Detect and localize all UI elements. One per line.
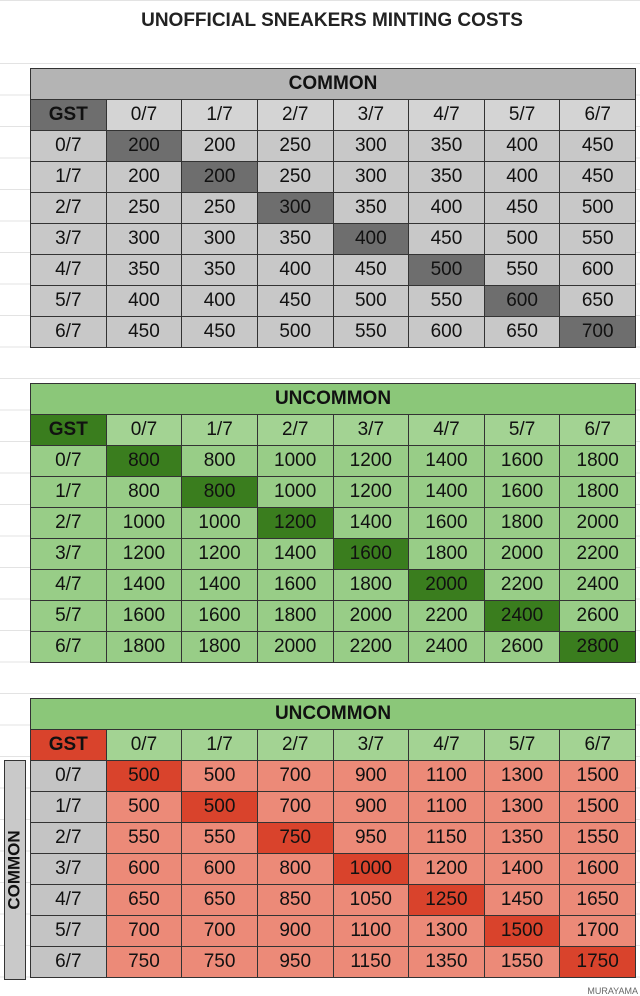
diagonal-cost-cell: 750 (257, 823, 333, 854)
diagonal-cost-cell: 2400 (484, 601, 560, 632)
cost-cell: 700 (182, 916, 258, 947)
cost-cell: 2000 (484, 539, 560, 570)
cost-cell: 1400 (257, 539, 333, 570)
column-header: 0/7 (106, 730, 182, 761)
cost-cell: 1600 (182, 601, 258, 632)
column-header: 3/7 (333, 100, 409, 131)
cost-cell: 1200 (333, 446, 409, 477)
cost-cell: 1400 (333, 508, 409, 539)
diagonal-cost-cell: 500 (182, 792, 258, 823)
cost-cell: 1800 (333, 570, 409, 601)
diagonal-cost-cell: 400 (333, 224, 409, 255)
cost-cell: 1200 (409, 854, 485, 885)
cost-cell: 950 (257, 947, 333, 978)
row-label: 4/7 (31, 570, 107, 601)
table-row (31, 947, 636, 978)
cost-cell: 400 (484, 131, 560, 162)
table-title: COMMON (31, 69, 636, 100)
cost-cell: 200 (106, 162, 182, 193)
cost-cell: 1800 (409, 539, 485, 570)
cost-cell: 600 (560, 255, 636, 286)
cost-cell: 1400 (484, 854, 560, 885)
cost-cell: 500 (106, 792, 182, 823)
cost-cell: 1150 (409, 823, 485, 854)
column-header: 3/7 (333, 415, 409, 446)
row-label: 0/7 (31, 446, 107, 477)
diagonal-cost-cell: 800 (182, 477, 258, 508)
cost-cell: 550 (409, 286, 485, 317)
table-row (31, 539, 636, 570)
cost-cell: 300 (333, 162, 409, 193)
cost-cell: 1300 (484, 792, 560, 823)
row-label: 1/7 (31, 792, 107, 823)
column-header: 1/7 (182, 730, 258, 761)
cost-cell: 350 (333, 193, 409, 224)
cost-cell: 450 (409, 224, 485, 255)
cost-cell: 900 (333, 761, 409, 792)
cost-cell: 450 (333, 255, 409, 286)
column-header: 5/7 (484, 415, 560, 446)
cost-cell: 600 (106, 854, 182, 885)
column-header: 3/7 (333, 730, 409, 761)
cost-cell: 700 (257, 761, 333, 792)
table-row (31, 632, 636, 663)
header-row (31, 100, 636, 131)
table-row (31, 131, 636, 162)
table-row (31, 193, 636, 224)
diagonal-cost-cell: 500 (409, 255, 485, 286)
column-header: 4/7 (409, 730, 485, 761)
cost-cell: 750 (182, 947, 258, 978)
cost-cell: 900 (257, 916, 333, 947)
row-label: 6/7 (31, 947, 107, 978)
cost-cell: 1300 (484, 761, 560, 792)
row-label: 5/7 (31, 916, 107, 947)
cost-cell: 2200 (333, 632, 409, 663)
cost-cell: 700 (106, 916, 182, 947)
cost-cell: 400 (257, 255, 333, 286)
row-label: 4/7 (31, 885, 107, 916)
cost-cell: 600 (182, 854, 258, 885)
diagonal-cost-cell: 1250 (409, 885, 485, 916)
cost-cell: 550 (560, 224, 636, 255)
diagonal-cost-cell: 800 (106, 446, 182, 477)
cost-cell: 1800 (484, 508, 560, 539)
row-label: 5/7 (31, 601, 107, 632)
cost-cell: 950 (333, 823, 409, 854)
row-label: 3/7 (31, 224, 107, 255)
cost-cell: 1600 (106, 601, 182, 632)
column-header: 5/7 (484, 100, 560, 131)
page-title: UNOFFICIAL SNEAKERS MINTING COSTS (0, 6, 640, 36)
cost-cell: 1500 (560, 761, 636, 792)
row-label: 2/7 (31, 193, 107, 224)
diagonal-cost-cell: 1600 (333, 539, 409, 570)
cost-cell: 750 (106, 947, 182, 978)
table-row (31, 792, 636, 823)
diagonal-cost-cell: 500 (106, 761, 182, 792)
cost-cell: 2400 (409, 632, 485, 663)
cost-cell: 700 (257, 792, 333, 823)
table-row (31, 761, 636, 792)
cost-cell: 1600 (409, 508, 485, 539)
cost-cell: 250 (257, 162, 333, 193)
cost-cell: 250 (257, 131, 333, 162)
cost-cell: 1200 (182, 539, 258, 570)
cost-cell: 800 (182, 446, 258, 477)
column-header: 6/7 (560, 100, 636, 131)
cost-cell: 2000 (333, 601, 409, 632)
table-row (31, 823, 636, 854)
diagonal-cost-cell: 2000 (409, 570, 485, 601)
cost-cell: 1400 (409, 477, 485, 508)
cost-cell: 1400 (106, 570, 182, 601)
diagonal-cost-cell: 200 (182, 162, 258, 193)
cost-cell: 300 (333, 131, 409, 162)
cost-cell: 2400 (560, 570, 636, 601)
cost-cell: 2200 (560, 539, 636, 570)
row-label: 3/7 (31, 539, 107, 570)
cost-cell: 1400 (409, 446, 485, 477)
cost-cell: 650 (484, 317, 560, 348)
common-uncommon-cost-table (30, 698, 636, 978)
cost-cell: 1000 (257, 446, 333, 477)
gst-corner-cell: GST (31, 415, 107, 446)
cost-cell: 1300 (409, 916, 485, 947)
side-label-common (4, 760, 26, 980)
cost-cell: 400 (484, 162, 560, 193)
cost-cell: 300 (182, 224, 258, 255)
cost-cell: 1550 (560, 823, 636, 854)
credit-text: MURAYAMA (587, 986, 638, 996)
column-header: 2/7 (257, 730, 333, 761)
cost-cell: 1500 (560, 792, 636, 823)
gst-corner-cell: GST (31, 730, 107, 761)
cost-cell: 650 (182, 885, 258, 916)
table-row (31, 916, 636, 947)
cost-cell: 2200 (484, 570, 560, 601)
cost-cell: 550 (182, 823, 258, 854)
column-header: 1/7 (182, 415, 258, 446)
cost-cell: 450 (182, 317, 258, 348)
table-row (31, 446, 636, 477)
cost-cell: 1600 (257, 570, 333, 601)
row-label: 5/7 (31, 286, 107, 317)
gst-corner-cell: GST (31, 100, 107, 131)
diagonal-cost-cell: 300 (257, 193, 333, 224)
diagonal-cost-cell: 2800 (560, 632, 636, 663)
cost-cell: 550 (106, 823, 182, 854)
row-label: 4/7 (31, 255, 107, 286)
row-label: 6/7 (31, 632, 107, 663)
diagonal-cost-cell: 600 (484, 286, 560, 317)
column-header: 2/7 (257, 415, 333, 446)
diagonal-cost-cell: 1200 (257, 508, 333, 539)
cost-cell: 450 (484, 193, 560, 224)
diagonal-cost-cell: 1500 (484, 916, 560, 947)
cost-cell: 500 (333, 286, 409, 317)
cost-cell: 1100 (409, 761, 485, 792)
row-label: 6/7 (31, 317, 107, 348)
cost-cell: 350 (257, 224, 333, 255)
cost-cell: 1600 (560, 854, 636, 885)
cost-cell: 250 (106, 193, 182, 224)
cost-cell: 800 (106, 477, 182, 508)
cost-cell: 250 (182, 193, 258, 224)
cost-cell: 550 (484, 255, 560, 286)
cost-cell: 350 (409, 131, 485, 162)
diagonal-cost-cell: 200 (106, 131, 182, 162)
table-row (31, 885, 636, 916)
table-title: UNCOMMON (31, 384, 636, 415)
cost-cell: 1800 (257, 601, 333, 632)
cost-cell: 1150 (333, 947, 409, 978)
cost-cell: 400 (106, 286, 182, 317)
cost-cell: 2000 (560, 508, 636, 539)
column-header: 6/7 (560, 730, 636, 761)
cost-cell: 400 (182, 286, 258, 317)
table-title-row (31, 699, 636, 730)
cost-cell: 1800 (560, 477, 636, 508)
common-cost-table (30, 68, 636, 348)
table-title: UNCOMMON (31, 699, 636, 730)
cost-cell: 600 (409, 317, 485, 348)
table-row (31, 601, 636, 632)
column-header: 6/7 (560, 415, 636, 446)
cost-cell: 350 (409, 162, 485, 193)
table-row (31, 317, 636, 348)
table-row (31, 162, 636, 193)
cost-cell: 2600 (484, 632, 560, 663)
row-label: 2/7 (31, 508, 107, 539)
cost-cell: 1000 (106, 508, 182, 539)
cost-cell: 1700 (560, 916, 636, 947)
cost-cell: 1000 (257, 477, 333, 508)
row-label: 2/7 (31, 823, 107, 854)
cost-cell: 1000 (182, 508, 258, 539)
row-label: 1/7 (31, 477, 107, 508)
diagonal-cost-cell: 1000 (333, 854, 409, 885)
cost-cell: 1800 (560, 446, 636, 477)
cost-cell: 2200 (409, 601, 485, 632)
row-label: 0/7 (31, 761, 107, 792)
diagonal-cost-cell: 700 (560, 317, 636, 348)
cost-cell: 800 (257, 854, 333, 885)
header-row (31, 730, 636, 761)
cost-cell: 1050 (333, 885, 409, 916)
cost-cell: 650 (560, 286, 636, 317)
cost-cell: 500 (560, 193, 636, 224)
cost-cell: 1100 (409, 792, 485, 823)
cost-cell: 350 (106, 255, 182, 286)
column-header: 0/7 (106, 100, 182, 131)
column-header: 4/7 (409, 415, 485, 446)
column-header: 1/7 (182, 100, 258, 131)
cost-cell: 450 (106, 317, 182, 348)
cost-cell: 1200 (106, 539, 182, 570)
cost-cell: 1550 (484, 947, 560, 978)
row-label: 1/7 (31, 162, 107, 193)
table-title-row (31, 69, 636, 100)
table-title-row (31, 384, 636, 415)
cost-cell: 350 (182, 255, 258, 286)
cost-cell: 1800 (182, 632, 258, 663)
cost-cell: 1350 (409, 947, 485, 978)
row-label: 3/7 (31, 854, 107, 885)
cost-cell: 1100 (333, 916, 409, 947)
cost-cell: 2600 (560, 601, 636, 632)
table-row (31, 508, 636, 539)
cost-cell: 850 (257, 885, 333, 916)
column-header: 4/7 (409, 100, 485, 131)
side-label-text: COMMON (5, 830, 25, 910)
uncommon-cost-table (30, 383, 636, 663)
column-header: 2/7 (257, 100, 333, 131)
table-row (31, 255, 636, 286)
cost-cell: 450 (560, 131, 636, 162)
cost-cell: 1600 (484, 477, 560, 508)
cost-cell: 550 (333, 317, 409, 348)
cost-cell: 1650 (560, 885, 636, 916)
cost-cell: 1800 (106, 632, 182, 663)
table-row (31, 286, 636, 317)
cost-cell: 300 (106, 224, 182, 255)
column-header: 0/7 (106, 415, 182, 446)
cost-cell: 500 (257, 317, 333, 348)
cost-cell: 1200 (333, 477, 409, 508)
header-row (31, 415, 636, 446)
cost-cell: 1450 (484, 885, 560, 916)
cost-cell: 500 (182, 761, 258, 792)
cost-cell: 2000 (257, 632, 333, 663)
diagonal-cost-cell: 1750 (560, 947, 636, 978)
cost-cell: 900 (333, 792, 409, 823)
cost-cell: 450 (560, 162, 636, 193)
cost-cell: 400 (409, 193, 485, 224)
row-label: 0/7 (31, 131, 107, 162)
table-row (31, 570, 636, 601)
column-header: 5/7 (484, 730, 560, 761)
cost-cell: 1600 (484, 446, 560, 477)
cost-cell: 650 (106, 885, 182, 916)
cost-cell: 1400 (182, 570, 258, 601)
table-row (31, 854, 636, 885)
cost-cell: 200 (182, 131, 258, 162)
table-row (31, 477, 636, 508)
table-row (31, 224, 636, 255)
cost-cell: 500 (484, 224, 560, 255)
cost-cell: 1350 (484, 823, 560, 854)
cost-cell: 450 (257, 286, 333, 317)
